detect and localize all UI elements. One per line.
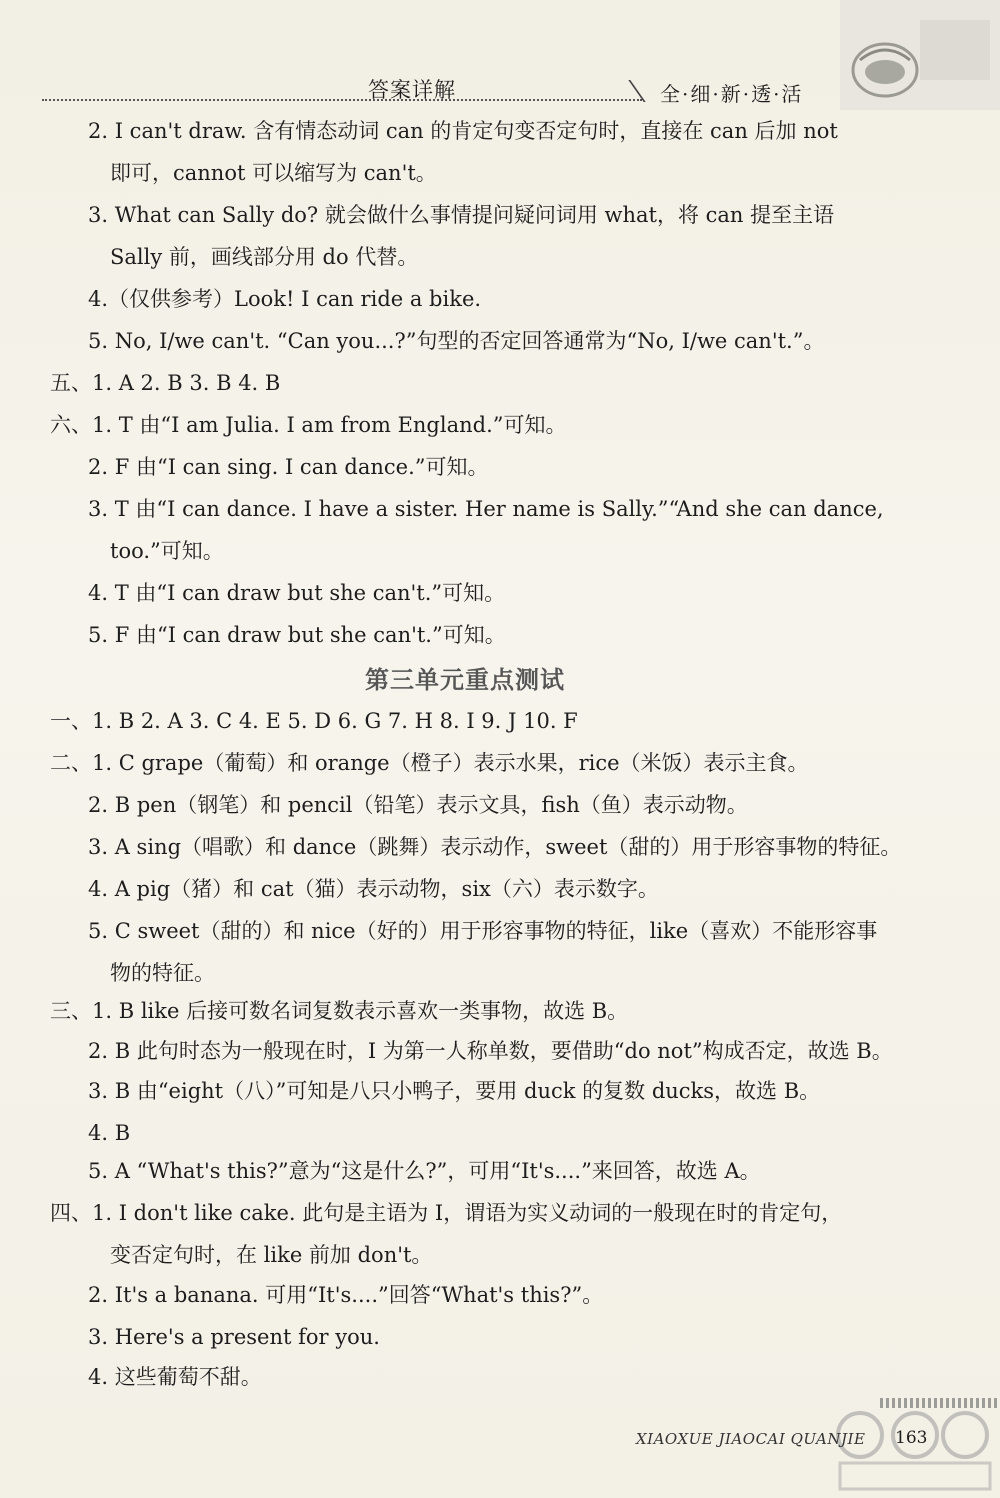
header-logo-icon — [840, 0, 1000, 110]
answer-line: 五、1. A 2. B 3. B 4. B — [50, 371, 281, 395]
answer-line: 4.（仅供参考）Look! I can ride a bike. — [88, 287, 482, 311]
answer-line: Sally 前，画线部分用 do 代替。 — [110, 245, 419, 269]
header-title: 答案详解 — [368, 78, 456, 102]
answer-line: 2. F 由“I can sing. I can dance.”可知。 — [88, 455, 489, 479]
page-number: 163 — [895, 1428, 928, 1448]
watermark-logo-icon — [820, 1405, 995, 1495]
answer-line: 4. 这些葡萄不甜。 — [88, 1365, 262, 1389]
answer-line: 一、1. B 2. A 3. C 4. E 5. D 6. G 7. H 8. I 9. J 10. F — [50, 709, 578, 733]
answer-line: 4. A pig（猪）和 cat（猫）表示动物，six（六）表示数字。 — [88, 877, 659, 901]
answer-line: 2. I can't draw. 含有情态动词 can 的肯定句变否定句时，直接在 can 后加 not — [88, 119, 838, 143]
header-divider — [42, 99, 642, 101]
section-title: 第三单元重点测试 — [365, 665, 565, 694]
answer-line: 2. B 此句时态为一般现在时，I 为第一人称单数，要借助“do not”构成否定，故选 B。 — [88, 1039, 893, 1063]
answer-line: 5. C sweet（甜的）和 nice（好的）用于形容事物的特征，like（喜欢）不能形容事 — [88, 919, 878, 943]
answer-line: 2. B pen（钢笔）和 pencil（铅笔）表示文具，fish（鱼）表示动物。 — [88, 793, 748, 817]
answer-line: 3. T 由“I can dance. I have a sister. Her name is Sally.”“And she can dance, — [88, 497, 884, 521]
answer-line: too.”可知。 — [110, 539, 224, 563]
answer-line: 变否定句时，在 like 前加 don't。 — [110, 1243, 433, 1267]
answer-line: 4. B — [88, 1121, 131, 1145]
answer-line: 3. B 由“eight（八）”可知是八只小鸭子，要用 duck 的复数 ducks，故选 B。 — [88, 1079, 821, 1103]
answer-line: 六、1. T 由“I am Julia. I am from England.”可知。 — [50, 413, 567, 437]
answer-line: 3. Here's a present for you. — [88, 1325, 380, 1349]
answer-line: 3. A sing（唱歌）和 dance（跳舞）表示动作，sweet（甜的）用于形容事物的特征。 — [88, 835, 902, 859]
answer-line: 5. No, I/we can't. “Can you...?”句型的否定回答通常为“No, I/we can't.”。 — [88, 329, 825, 353]
header-motto: 全·细·新·透·活 — [660, 82, 804, 106]
answer-line: 四、1. I don't like cake. 此句是主语为 I，谓语为实义动词的一般现在时的肯定句， — [50, 1201, 843, 1225]
answer-line: 2. It's a banana. 可用“It's....”回答“What's this?”。 — [88, 1283, 604, 1307]
answer-line: 即可，cannot 可以缩写为 can't。 — [110, 161, 437, 185]
answer-line: 物的特征。 — [110, 961, 215, 985]
answer-line: 3. What can Sally do? 就会做什么事情提问疑问词用 what，将 can 提至主语 — [88, 203, 835, 227]
answer-line: 5. A “What's this?”意为“这是什么?”，可用“It's....”来回答，故选 A。 — [88, 1159, 761, 1183]
answer-line: 三、1. B like 后接可数名词复数表示喜欢一类事物，故选 B。 — [50, 999, 629, 1023]
answer-line: 5. F 由“I can draw but she can't.”可知。 — [88, 623, 506, 647]
answer-line: 二、1. C grape（葡萄）和 orange（橙子）表示水果，rice（米饭）表示主食。 — [50, 751, 809, 775]
footer-book-title: XIAOXUE JIAOCAI QUANJIE — [636, 1430, 866, 1448]
answer-line: 4. T 由“I can draw but she can't.”可知。 — [88, 581, 506, 605]
